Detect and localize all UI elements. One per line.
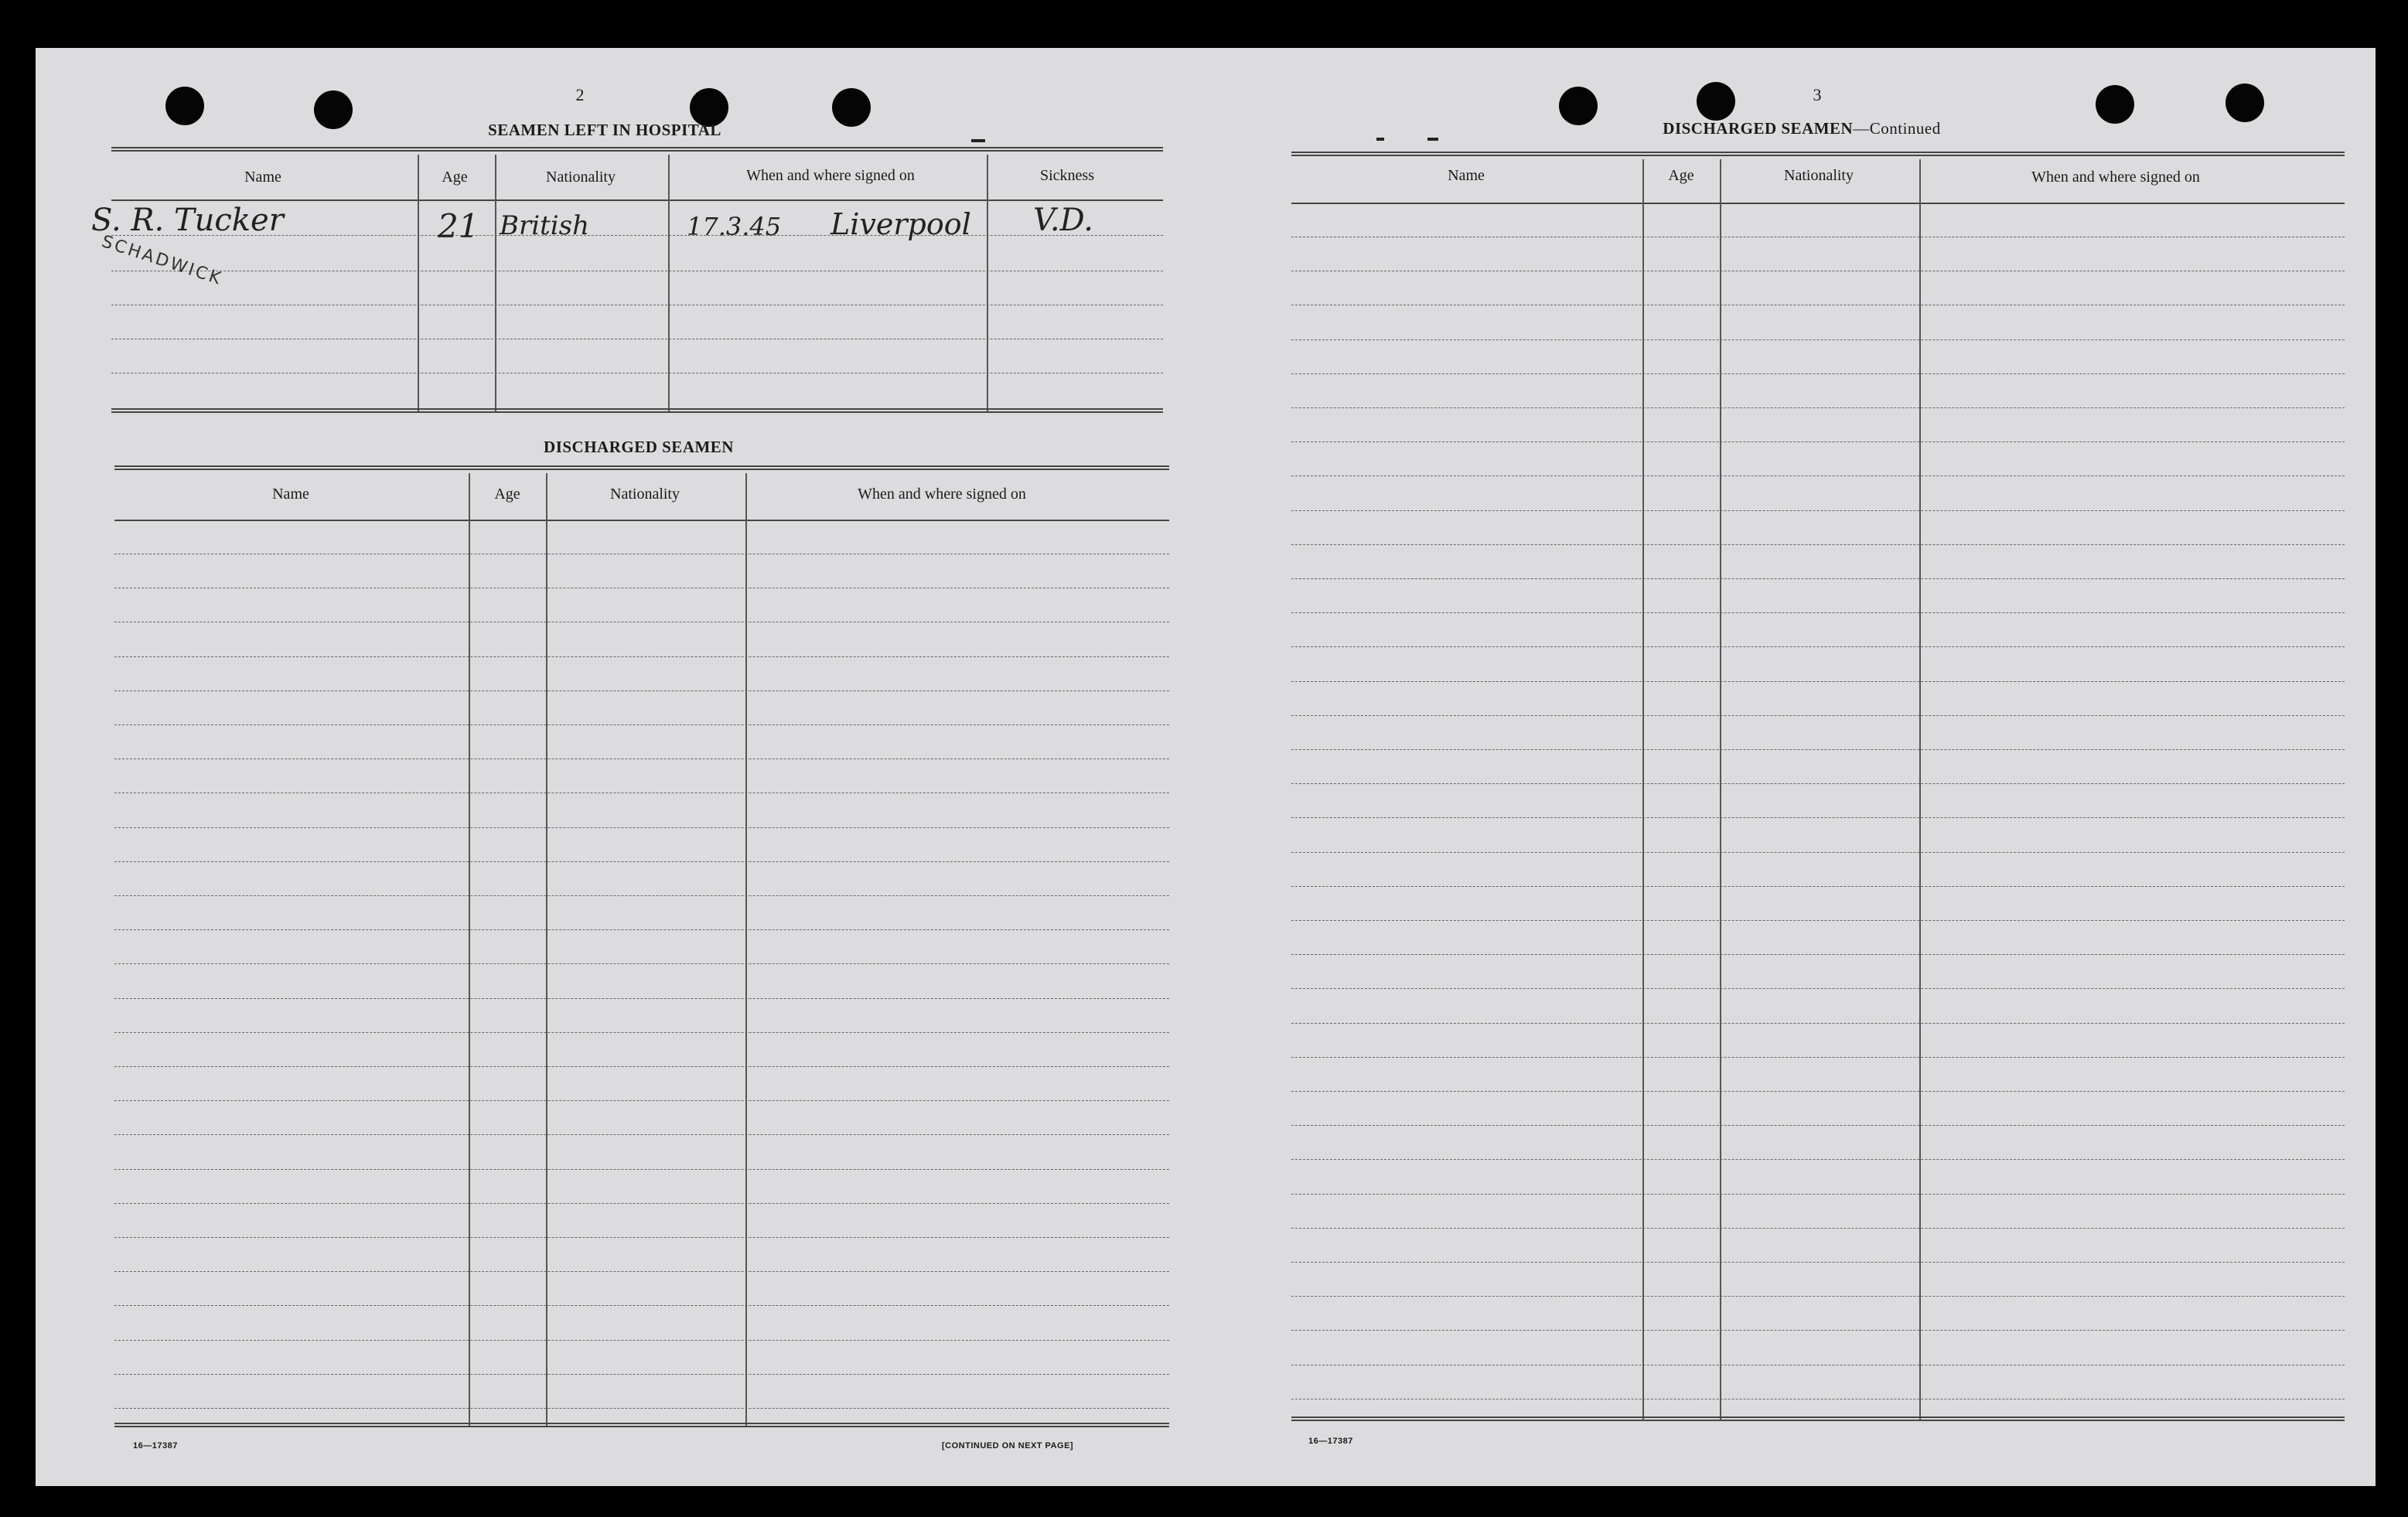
ruled-row-line [1291, 373, 2345, 374]
right-col-nationality: Nationality [1784, 167, 1854, 184]
handwritten-nationality: British [500, 210, 589, 241]
right-col-divider [1642, 159, 1644, 1420]
punch-hole [2096, 85, 2134, 124]
ink-mark [1376, 138, 1384, 141]
hospital-col-age: Age [442, 169, 468, 186]
ruled-row-line [114, 929, 1169, 930]
continued-note: [CONTINUED ON NEXT PAGE] [942, 1441, 1074, 1451]
ruled-row-line [1291, 988, 2345, 989]
ink-mark [1427, 138, 1438, 141]
ruled-row-line [1291, 1125, 2345, 1126]
ruled-row-line [1291, 578, 2345, 579]
ruled-row-line [114, 1305, 1169, 1306]
discharged-col-divider [469, 473, 470, 1426]
hospital-col-signed-on: When and where signed on [746, 167, 915, 184]
punch-hole [1697, 82, 1735, 121]
ruled-row-line [114, 1271, 1169, 1272]
punch-hole [1559, 87, 1598, 125]
handwritten-sickness: V.D. [1033, 203, 1093, 238]
ruled-row-line [1291, 1023, 2345, 1024]
ruled-row-line [1291, 1262, 2345, 1263]
right-col-divider [1720, 159, 1721, 1420]
ruled-row-line [1291, 407, 2345, 408]
right-col-age: Age [1668, 167, 1694, 184]
ruled-row-line [1291, 886, 2345, 887]
ruled-row-line [1291, 852, 2345, 853]
ruled-row-line [114, 724, 1169, 725]
right-col-name: Name [1448, 167, 1485, 184]
ruled-row-line [114, 1134, 1169, 1135]
ruled-row-line [1291, 1228, 2345, 1229]
ruled-row-line [114, 1203, 1169, 1204]
discharged-continued-title [1663, 119, 1940, 138]
ruled-row-line [114, 998, 1169, 999]
hospital-table-bottom-rule [111, 408, 1163, 413]
ruled-row-line [114, 861, 1169, 862]
ruled-row-line [114, 1340, 1169, 1341]
punch-hole [165, 87, 204, 125]
ruled-row-line [114, 1100, 1169, 1101]
handwritten-signed-date: 17.3.45 [687, 212, 782, 241]
ruled-row-line [1291, 1194, 2345, 1195]
ruled-row-line [1291, 544, 2345, 545]
right-header-rule [1291, 203, 2345, 204]
ruled-row-line [1291, 339, 2345, 340]
punch-hole [314, 90, 353, 129]
ruled-row-line [1291, 954, 2345, 955]
ruled-row-line [114, 1374, 1169, 1375]
discharged-col-name: Name [272, 486, 309, 503]
handwritten-signed-place: Liverpool [831, 207, 971, 241]
right-col-divider [1919, 159, 1921, 1420]
ruled-row-line [1291, 1330, 2345, 1331]
ruled-row-line [114, 1237, 1169, 1238]
ruled-row-line [1291, 749, 2345, 750]
ruled-row-line [1291, 510, 2345, 511]
ruled-row-line [114, 758, 1169, 759]
handwritten-name: S. R. Tucker [91, 203, 284, 238]
ruled-row-line [1291, 681, 2345, 682]
discharged-col-divider [745, 473, 747, 1426]
form-number-right: 16—17387 [1308, 1437, 1353, 1446]
discharged-section-title: DISCHARGED SEAMEN [544, 438, 734, 456]
ruled-row-line [114, 1408, 1169, 1409]
discharged-col-signed-on: When and where signed on [858, 486, 1026, 503]
ruled-row-line [114, 656, 1169, 657]
ruled-row-line [1291, 1296, 2345, 1297]
ruled-row-line [114, 827, 1169, 828]
ruled-row-line [1291, 783, 2345, 784]
discharged-table-bottom-rule [114, 1423, 1169, 1427]
discharged-table-top-rule [114, 465, 1169, 470]
ruled-row-line [1291, 1159, 2345, 1160]
ruled-row-line [1291, 1091, 2345, 1092]
ruled-row-line [114, 963, 1169, 964]
right-col-signed-on: When and where signed on [2031, 169, 2200, 186]
ruled-row-line [1291, 646, 2345, 647]
punch-hole [832, 88, 871, 127]
discharged-header-rule [114, 520, 1169, 521]
handwritten-age: 21 [438, 207, 479, 245]
ruled-row-line [114, 895, 1169, 896]
hospital-header-rule [111, 199, 1163, 201]
ruled-row-line [114, 1032, 1169, 1033]
hospital-col-name: Name [244, 169, 281, 186]
punch-hole [2226, 84, 2264, 122]
page-number-right: 3 [1813, 85, 1822, 104]
ruled-row-line [1291, 441, 2345, 442]
right-table-top-rule [1291, 152, 2345, 156]
handwritten-name-note: SCHADWICK [99, 232, 225, 290]
ink-mark [971, 139, 985, 142]
hospital-section-title: SEAMEN LEFT IN HOSPITAL [488, 121, 721, 139]
discharged-col-divider [546, 473, 547, 1426]
page-number-left: 2 [575, 85, 585, 104]
form-number-left: 16—17387 [133, 1441, 178, 1451]
document-sheet [36, 48, 2376, 1486]
right-table-bottom-rule [1291, 1416, 2345, 1421]
hospital-col-nationality: Nationality [546, 169, 616, 186]
hospital-col-sickness: Sickness [1040, 167, 1094, 184]
ruled-row-line [114, 1066, 1169, 1067]
ruled-row-line [1291, 920, 2345, 921]
discharged-continued-title-main: DISCHARGED SEAMEN [1663, 119, 1854, 138]
ruled-row-line [1291, 612, 2345, 613]
discharged-continued-suffix: —Continued [1853, 119, 1941, 138]
discharged-col-nationality: Nationality [610, 486, 680, 503]
ruled-row-line [1291, 715, 2345, 716]
hospital-table-top-rule [111, 147, 1163, 152]
ruled-row-line [1291, 817, 2345, 818]
ruled-row-line [114, 1169, 1169, 1170]
discharged-col-age: Age [494, 486, 520, 503]
ruled-row-line [1291, 1057, 2345, 1058]
ruled-row-line [114, 690, 1169, 691]
